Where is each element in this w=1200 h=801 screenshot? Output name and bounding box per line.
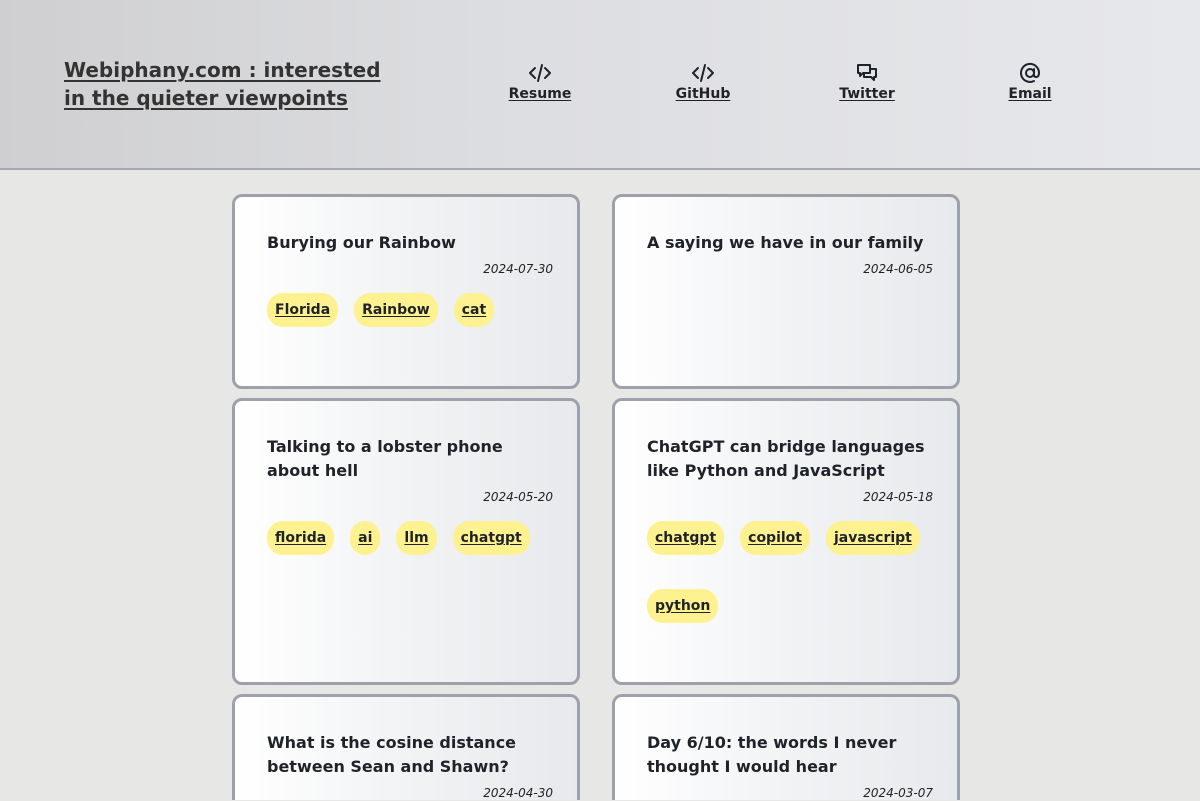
nav-email-label: Email [1008, 86, 1052, 102]
at-sign-icon [1018, 62, 1042, 84]
tag-link[interactable]: chatgpt [647, 521, 724, 555]
post-card[interactable] [612, 694, 960, 800]
tag-link[interactable]: llm [396, 521, 436, 555]
post-card[interactable] [612, 398, 960, 685]
tag-link[interactable]: cat [454, 293, 494, 327]
site-title-link[interactable]: Webiphany.com : interested in the quieter viewpoints [64, 58, 381, 110]
post-title[interactable]: Burying our Rainbow [267, 233, 456, 252]
nav-resume-label: Resume [508, 86, 572, 102]
chat-bubbles-icon [855, 62, 879, 84]
nav-twitter-link[interactable] [807, 62, 927, 102]
tag-link[interactable]: copilot [740, 521, 810, 555]
post-title[interactable]: What is the cosine distance between Sean and Shawn? [267, 733, 517, 776]
tag-link[interactable]: javascript [826, 521, 920, 555]
post-title[interactable]: ChatGPT can bridge languages like Python and JavaScript [647, 437, 925, 480]
post-date: 2024-07-30 [483, 262, 553, 276]
nav-email-link[interactable] [970, 62, 1090, 102]
tag-link[interactable]: florida [267, 521, 334, 555]
tag-link[interactable]: Florida [267, 293, 338, 327]
site-header [0, 0, 1200, 170]
post-title[interactable]: Talking to a lobster phone about hell [267, 437, 503, 480]
post-date: 2024-04-30 [483, 786, 553, 800]
tag-link[interactable]: ai [350, 521, 380, 555]
nav-github-label: GitHub [675, 86, 731, 102]
post-card[interactable] [232, 694, 580, 800]
tag-list [267, 521, 553, 555]
post-card[interactable] [232, 194, 580, 389]
post-card[interactable] [612, 194, 960, 389]
tag-list [647, 521, 933, 623]
nav-twitter-label: Twitter [839, 86, 895, 102]
post-title[interactable]: Day 6/10: the words I never thought I would hear [647, 733, 897, 776]
tag-link[interactable]: Rainbow [354, 293, 438, 327]
post-date: 2024-05-20 [483, 490, 553, 504]
post-card[interactable] [232, 398, 580, 685]
tag-list [267, 293, 553, 327]
post-date: 2024-06-05 [863, 262, 933, 276]
post-date: 2024-03-07 [863, 786, 933, 800]
nav-resume-link[interactable] [480, 62, 600, 102]
nav-github-link[interactable] [643, 62, 763, 102]
post-title[interactable]: A saying we have in our family [647, 233, 924, 252]
tag-link[interactable]: chatgpt [453, 521, 530, 555]
post-date: 2024-05-18 [863, 490, 933, 504]
code-icon [691, 62, 715, 84]
tag-link[interactable]: python [647, 589, 718, 623]
code-icon [528, 62, 552, 84]
